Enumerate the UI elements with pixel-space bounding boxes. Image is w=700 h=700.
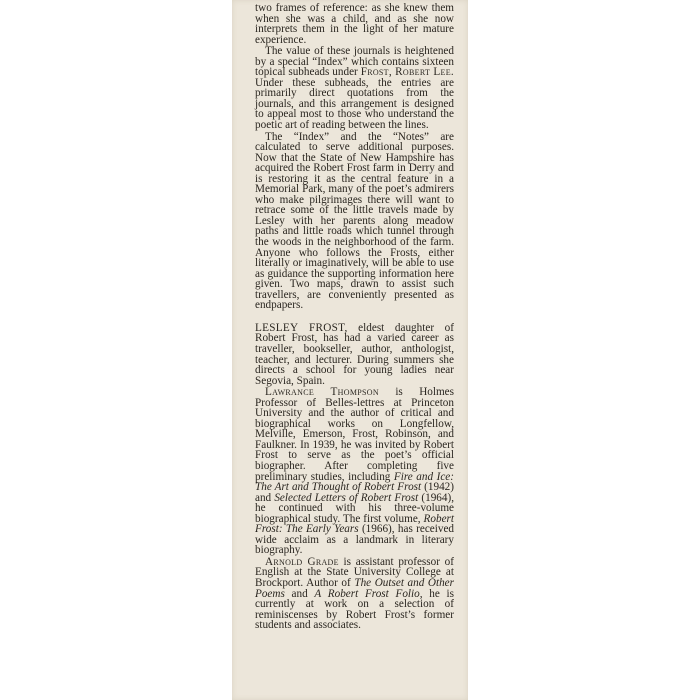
book-title: Robert Frost: The Early Years [255,512,454,536]
bio-name: Lawrance Thompson [265,386,379,399]
paragraph-text: two frames of reference: as she knew them when she was a child, and as she now interprets them in the light of her mature experience. [255,2,454,46]
bio-arnold-grade [255,557,454,631]
paragraph-index-value [255,46,454,130]
bio-text: is Holmes Professor of Belles-lettres at Princeton University and the author of critical and biographical works on Longfellow, Melville, Emerson, Frost, Robinson, and Faulkner. In 1939, he was invited by Robert Frost to serve as the poet’s official biographer. After completing five preliminary studies, including [255,386,454,483]
paragraph-text: Under these subheads, the entries are primarily direct quotations from the journals, and this arrangement is designed to appeal most to those who understand the poetic art of reading between the lines. [255,76,454,132]
bio-text: (1942) and [255,481,455,504]
paragraph-text: The value of these journals is heightened by a special “Index” which contains sixteen topical subheads under [255,45,454,79]
bio-text: he is currently at work on a selection of reminiscenses by Robert Frost’s former students and associates. [255,587,454,632]
bio-text: is assistant professor of English at the State University College at Brockport. Author of [255,555,454,589]
newspaper-clipping [232,0,468,700]
paragraph-text: The “Index” and the “Notes” are calculated to serve additional purposes. Now that the State of New Hampshire has acquired the Robert Frost farm in Derry and is restoring it as the central feature in a Memorial Park, many of the poet’s admirers who make pilgrimages there will want to retrace some of the little travels made by Lesley with her parents along meadow paths and little roads which tunnel through the woods in the neighborhood of the farm. Anyone who follows the Frosts, either literally or imaginatively, will be able to use as guidance the supporting information here given. Two maps, drawn to assist such travellers, are conveniently presented as endpapers. [255,130,454,312]
bio-lesley-frost [255,323,454,386]
bio-lawrance-thompson [255,387,454,556]
book-title: Fire and Ice: The Art and Thought of Robert Frost [255,470,454,494]
bio-text: (1966), has received wide acclaim as a landmark in literary biography. [255,523,455,557]
bio-name: LESLEY FROST, [255,321,348,334]
subhead-name: Frost, Robert Lee. [360,66,454,79]
paragraph-frames-of-reference [255,3,454,45]
bio-text: and [284,587,315,600]
book-title: Selected Letters of Robert Frost [274,491,419,504]
book-title: A Robert Frost Folio, [314,587,423,600]
paragraph-index-notes [255,132,454,311]
book-title: The Outset and Other Poems [255,576,454,600]
bio-text: eldest daughter of Robert Frost, has had a varied career as traveller, bookseller, author, anthologist, teacher, and lecturer. During summers she directs a school for young ladies near Segovia, Spain. [255,321,454,387]
bio-name: Arnold Grade [265,555,339,568]
text-column [255,3,454,632]
bio-text: (1964), he continued with his three-volume biographical study. The first volume, [255,491,455,525]
